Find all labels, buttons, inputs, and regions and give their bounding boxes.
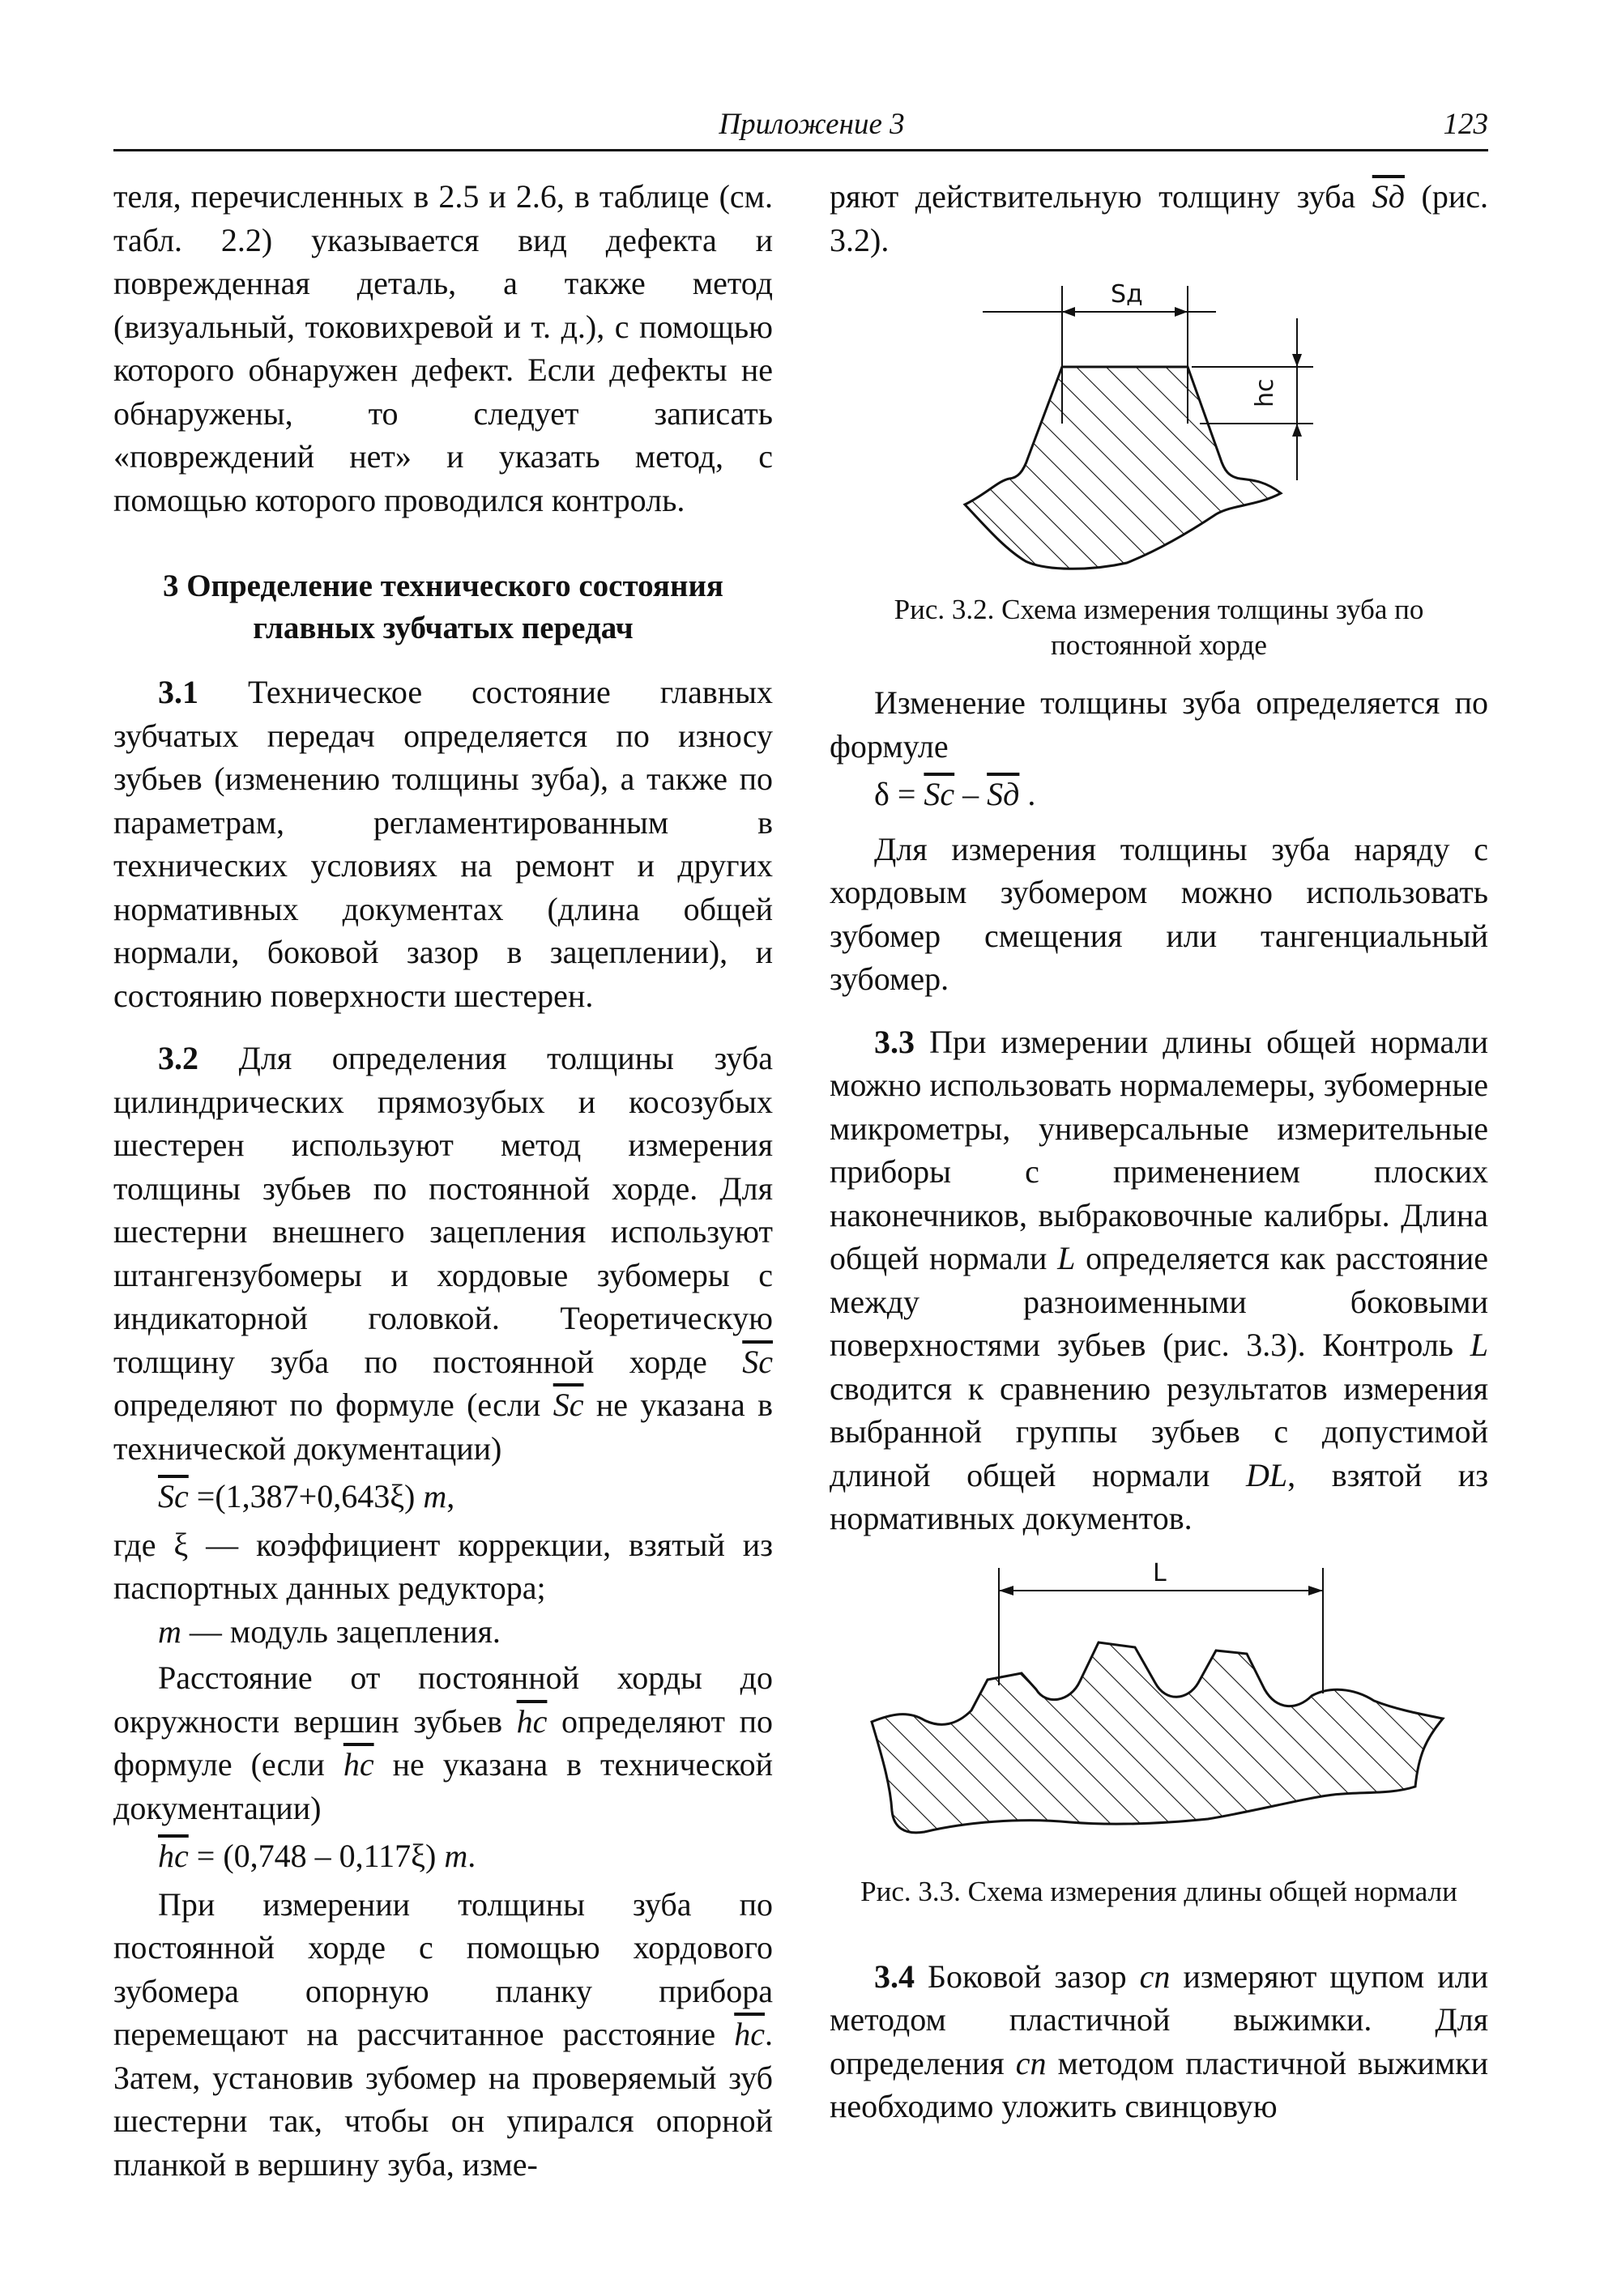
where-xi: где ξ — коэффициент коррекции, взятый из паспортных данных редуктора; <box>113 1526 773 1606</box>
formula-delta <box>874 773 1488 816</box>
arrowhead <box>1062 307 1075 317</box>
paragraph-change: Изменение толщины зуба определяется по формуле <box>830 684 1488 765</box>
formula-body: = (0,748 – 0,117ξ) <box>188 1838 445 1874</box>
symbol-m: m <box>444 1838 468 1874</box>
arrowhead <box>1308 1586 1323 1595</box>
label-hc: hc <box>1250 378 1279 407</box>
paragraph-text: При измерении толщины зуба по постоянной хорде с помощью хордового зубомера опорную планку прибора перемещают на рассчитанное расстояние <box>113 1885 773 2052</box>
symbol-cn: cп <box>1139 1957 1171 1995</box>
symbol-hc: $\overline{hc}$ <box>343 1746 374 1783</box>
figure-3-2-caption: Рис. 3.2. Схема измерения толщины зуба по постоянной хорде <box>894 594 1424 661</box>
figure-3-3-caption: Рис. 3.3. Схема измерения длины общей нормали <box>860 1875 1457 1907</box>
paragraph-text: . Затем, установив зубомер на проверяемый зуб шестерни так, чтобы он упирался опорной планкой в вершину зуба, изме- <box>113 2016 773 2183</box>
figure-3-2-tooth-chord <box>949 270 1370 577</box>
paragraph-alternatives: Для измерения толщины зуба наряду с хордовым зубомером можно использовать зубомер смещения или тангенциальный зубомер. <box>830 830 1488 997</box>
symbol-sd: Sд <box>1372 178 1405 215</box>
symbol-sc: $\overline{Sc}$ <box>553 1387 584 1423</box>
symbol-m: m <box>158 1612 181 1650</box>
symbol-sd: Sд <box>987 776 1020 812</box>
label-sd: Sд <box>1110 280 1143 309</box>
right-column <box>830 175 1488 2128</box>
where-m <box>113 1610 773 1654</box>
label-l: L <box>1152 1558 1167 1587</box>
paragraph-text: При измерении длины общей нормали можно использовать нормалемеры, зубомерные микрометры, универсальные измерительные приборы с применением плоских наконечников, выбраковочные калибры. Длина общей нормали <box>830 1023 1488 1276</box>
arrowhead <box>1292 354 1302 367</box>
paragraph-text: не указана в технической документации) <box>113 1387 773 1467</box>
paragraph-text: (рис. 3.2). <box>830 178 1488 258</box>
paragraph-distance <box>113 1656 773 1830</box>
paragraph-text: Расстояние от постоянной хорды до окружности вершин зубьев <box>113 1659 773 1740</box>
symbol-l: L <box>1057 1240 1076 1276</box>
formula-body: δ = <box>874 776 924 812</box>
paragraph-text: Боковой зазор <box>915 1957 1140 1995</box>
paragraph-3-3 <box>830 1020 1488 1540</box>
paragraph-text: измеряют щупом или методом пластичной выжимки. Для определения <box>830 1957 1488 2081</box>
arrowhead <box>1175 307 1188 317</box>
paragraph-text: не указана в технической документации) <box>113 1746 773 1826</box>
symbol-hc: $\overline{hc}$ <box>734 2016 765 2052</box>
paragraph-text: ряют действительную толщину зуба <box>830 178 1372 215</box>
paragraph-text: Техническое состояние главных зубчатых передач определяется по износу зубьев (изменению толщины зуба), а также по параметрам, регламентированным в технических условиях на ремонт и других нормативных документах (длина общей нормали, боковой зазор в зацеплении), и состоянию поверхности шестерен. <box>113 674 773 1014</box>
paragraph-3-1 <box>113 671 773 1017</box>
section-heading: 3 Определение технического состояния главных зубчатых передач <box>162 569 724 645</box>
where-text: — модуль зацепления. <box>181 1612 501 1650</box>
formula-body: =(1,387+0,643ξ) <box>188 1478 424 1514</box>
paragraph-text: определяют по формуле (если <box>113 1702 774 1783</box>
symbol-sc: $\overline{Sc}$ <box>742 1343 773 1380</box>
formula-end: . <box>467 1838 476 1874</box>
paragraph-number: 3.2 <box>158 1040 198 1076</box>
symbol-hc: $\overline{hc}$ <box>158 1838 189 1874</box>
paragraph-measure <box>113 1883 773 2187</box>
paragraph-3-2 <box>113 1037 773 1470</box>
gear-profile <box>872 1642 1443 1833</box>
left-column <box>113 175 773 2186</box>
symbol-m: m <box>423 1478 447 1514</box>
tooth-profile <box>965 367 1281 569</box>
formula-end: , <box>446 1478 455 1514</box>
paragraph-text: Для определения толщины зуба цилиндрических прямозубых и косозубых шестерен используют метод измерения толщины зубьев по постоянной хорде. Для шестерни внешнего зацепления используют штангензубомеры и хордовые зубомеры с индикаторной головкой. Теоретическую толщину зуба по постоянной хорде <box>113 1040 773 1380</box>
paragraph-continued <box>830 175 1488 262</box>
formula-body: – <box>954 776 988 812</box>
symbol-l: L <box>1470 1327 1488 1363</box>
paragraph-text: определяют по формуле (если <box>113 1387 553 1423</box>
header-rule <box>113 149 1488 151</box>
paragraph-number: 3.3 <box>874 1023 915 1060</box>
page-number: 123 <box>1443 108 1488 141</box>
paragraph-3-4 <box>830 1955 1488 2128</box>
paragraph-text: , взятой из нормативных документов. <box>830 1456 1488 1536</box>
formula-sc <box>158 1475 773 1519</box>
arrowhead <box>999 1586 1013 1595</box>
symbol-hc: $\overline{hc}$ <box>516 1702 548 1740</box>
paragraph-number: 3.4 <box>874 1957 915 1995</box>
symbol-dl: DL <box>1245 1456 1288 1493</box>
paragraph-text: сводится к сравнению результатов измерения выбранной группы зубьев с допустимой длиной общей нормали <box>830 1370 1488 1493</box>
paragraph-text: методом пластичной выжимки необходимо уложить свинцовую <box>830 2044 1488 2124</box>
running-header-title: Приложение 3 <box>719 108 905 141</box>
formula-end: . <box>1019 776 1036 812</box>
formula-hc <box>158 1834 773 1878</box>
symbol-cn: cп <box>1015 2044 1047 2081</box>
intro-paragraph: теля, перечисленных в 2.5 и 2.6, в таблице (см. табл. 2.2) указывается вид дефекта и поврежденная деталь, а также метод (визуальный, токовихревой и т. д.), с помощью которого обнаружен дефект. Если дефекты не обнаружены, то следует записать «повреждений нет» и указать метод, с помощью которого проводился контроль. <box>113 178 773 518</box>
symbol-sc: $\overline{Sc}$ <box>158 1478 189 1514</box>
symbol-sc: $\overline{Sc}$ <box>924 776 955 812</box>
figure-3-3-common-normal <box>868 1552 1451 1859</box>
arrowhead <box>1292 424 1302 437</box>
paragraph-number: 3.1 <box>158 674 198 710</box>
paragraph-text: определяется как расстояние между разноименными боковыми поверхностями зубьев (рис. 3.3). Контроль <box>830 1240 1489 1363</box>
